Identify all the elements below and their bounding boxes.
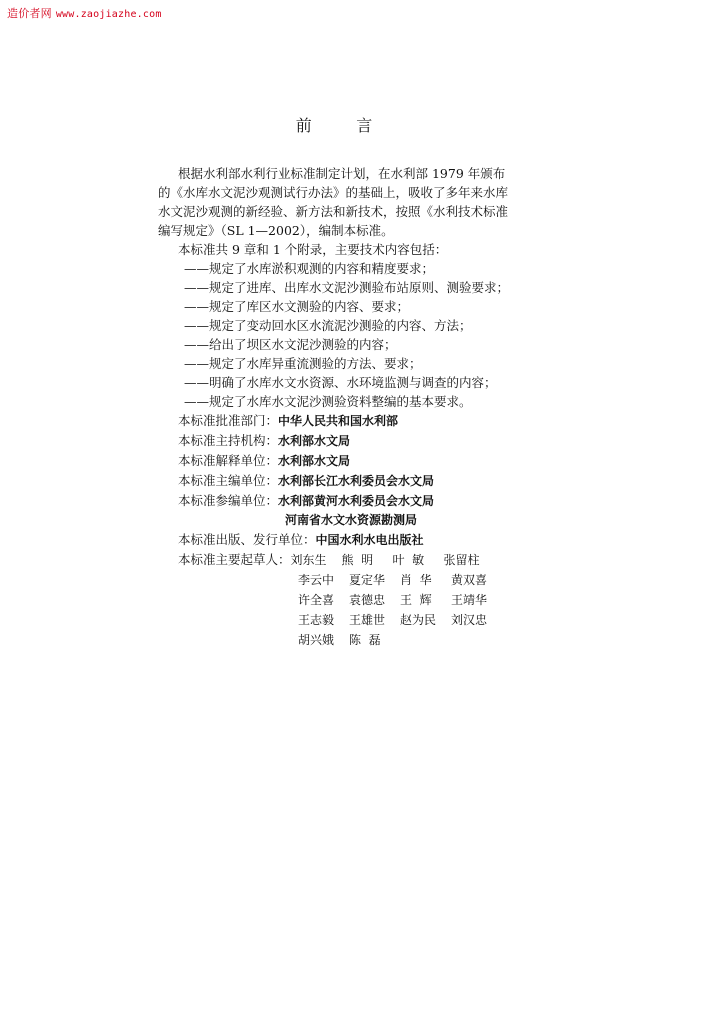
intro-line: 水文泥沙观测的新经验、新方法和新技术，按照《水利技术标准 <box>158 204 509 219</box>
co-editor-value-2: 河南省水文水资源勘测局 <box>285 513 418 527</box>
content-item: ——规定了水库淤积观测的内容和精度要求； <box>184 261 435 276</box>
drafters-row <box>158 550 526 570</box>
interpret-label: 本标准解释单位： <box>178 453 279 468</box>
drafter-name: 熊 明 <box>341 553 374 567</box>
drafter-names <box>298 631 400 650</box>
host-organization <box>158 431 526 451</box>
chief-editor-unit <box>158 471 526 491</box>
drafters-row <box>158 570 526 590</box>
drafter-name: 王志毅 <box>298 613 335 627</box>
drafter-name: 胡兴娥 <box>298 633 335 647</box>
drafter-names <box>298 591 502 610</box>
host-value: 水利部水文局 <box>278 434 351 448</box>
drafters-row <box>158 590 526 610</box>
approval-value: 中华人民共和国水利部 <box>278 414 399 428</box>
drafter-name: 刘汉忠 <box>451 613 488 627</box>
drafter-name: 肖 华 <box>400 573 432 587</box>
page-title: 前 言 <box>295 116 375 135</box>
interpret-value: 水利部水文局 <box>278 454 351 468</box>
chief-editor-label: 本标准主编单位： <box>178 473 279 488</box>
drafter-name: 刘东生 <box>290 553 327 567</box>
intro-line: 编写规定》（SL 1—2002），编制本标准。 <box>158 223 394 238</box>
drafter-name: 赵为民 <box>400 613 437 627</box>
watermark[interactable] <box>7 5 162 21</box>
drafter-names <box>298 571 502 590</box>
chief-editor-value: 水利部长江水利委员会水文局 <box>278 474 435 488</box>
drafter-names <box>298 611 502 630</box>
drafter-name: 王靖华 <box>451 593 488 607</box>
drafter-name: 袁德忠 <box>349 593 386 607</box>
drafter-names <box>291 551 495 570</box>
drafters-row <box>158 630 526 650</box>
content-item: ——规定了库区水文测验的内容、要求； <box>184 299 410 314</box>
drafter-name: 王雄世 <box>349 613 386 627</box>
co-editor-value: 水利部黄河水利委员会水文局 <box>278 494 435 508</box>
watermark-url[interactable]: www.zaojiazhe.com <box>55 9 162 20</box>
approval-label: 本标准批准部门： <box>178 413 279 428</box>
intro-line: 根据水利部水利行业标准制定计划，在水利部 1979 年颁布 <box>178 166 506 181</box>
preface-body <box>158 164 526 650</box>
host-label: 本标准主持机构： <box>178 433 279 448</box>
drafter-name: 夏定华 <box>349 573 386 587</box>
publisher <box>158 530 526 550</box>
drafter-name: 陈 磊 <box>349 633 381 647</box>
content-item: ——规定了水库水文泥沙测验资料整编的基本要求。 <box>184 394 472 409</box>
co-editor-unit <box>158 491 526 511</box>
watermark-site-name: 造价者网 <box>7 7 52 20</box>
co-editor-label: 本标准参编单位： <box>178 493 279 508</box>
content-item: ——规定了水库异重流测验的方法、要求； <box>184 356 422 371</box>
content-item: ——明确了水库水文水资源、水环境监测与调查的内容； <box>184 375 497 390</box>
summary-line: 本标准共 9 章和 1 个附录，主要技术内容包括： <box>178 242 448 257</box>
intro-line: 的《水库水文泥沙观测试行办法》的基础上，吸收了多年来水库 <box>158 185 509 200</box>
content-item: ——规定了进库、出库水文泥沙测验布站原则、测验要求； <box>184 280 510 295</box>
content-item: ——给出了坝区水文泥沙测验的内容； <box>184 337 397 352</box>
publisher-label: 本标准出版、发行单位： <box>178 532 316 547</box>
drafter-name: 张留柱 <box>443 553 480 567</box>
publisher-value: 中国水利水电出版社 <box>315 533 424 547</box>
drafter-name: 李云中 <box>298 573 335 587</box>
drafter-name: 许全喜 <box>298 593 335 607</box>
drafters-row <box>158 610 526 630</box>
drafter-name: 黄双喜 <box>451 573 488 587</box>
drafters-label: 本标准主要起草人： <box>178 552 291 567</box>
drafter-name: 叶 敏 <box>392 553 425 567</box>
interpreting-unit <box>158 451 526 471</box>
approval-department <box>158 411 526 431</box>
drafter-name: 王 辉 <box>400 593 432 607</box>
content-item: ——规定了变动回水区水流泥沙测验的内容、方法； <box>184 318 472 333</box>
